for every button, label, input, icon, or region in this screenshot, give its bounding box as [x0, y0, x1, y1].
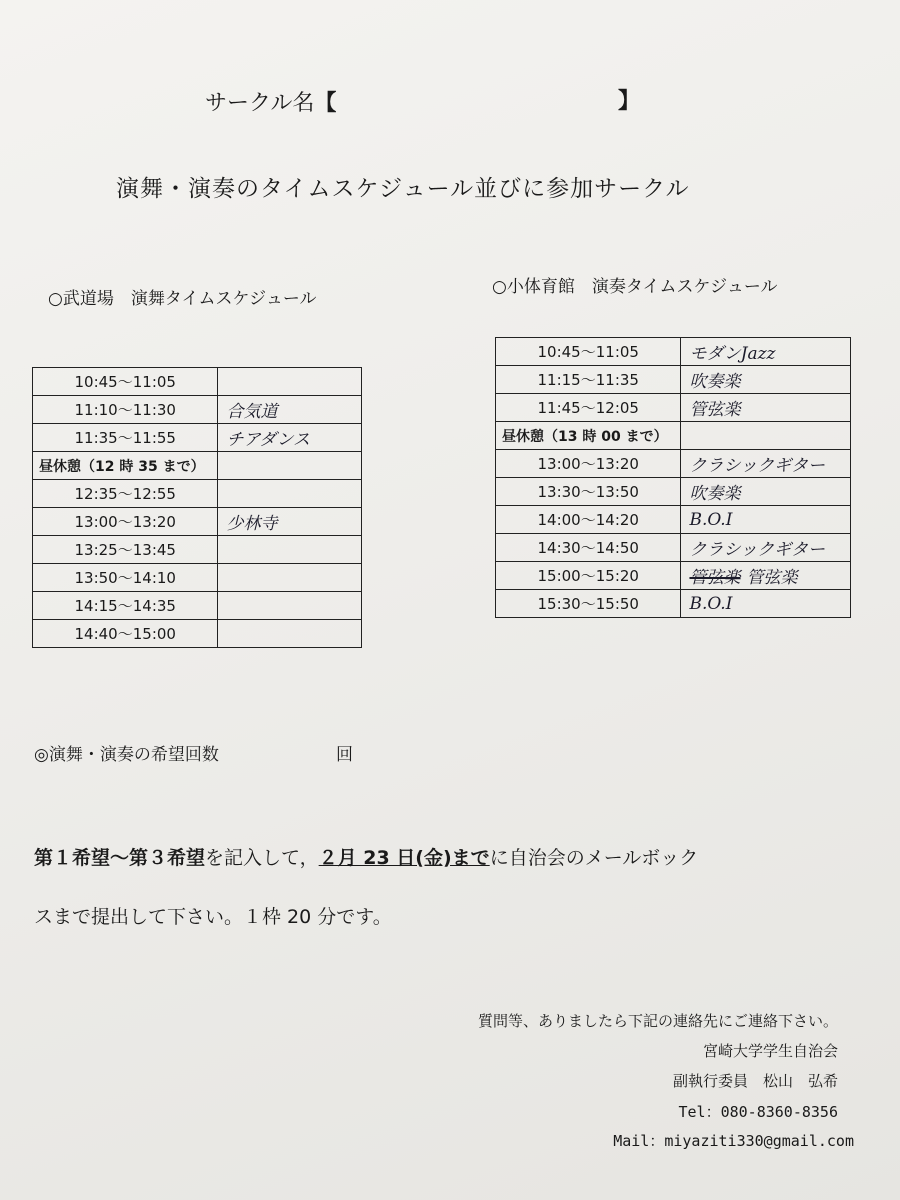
- open-bracket: 【: [314, 91, 337, 116]
- circle-entry-cell: [218, 620, 362, 648]
- left-schedule-row: [33, 592, 362, 620]
- entry-text: クラシックギター: [689, 540, 825, 560]
- entry-text: 管弦楽: [746, 568, 798, 588]
- contact-intro: 質問等、ありましたら下記の連絡先にご連絡下さい。: [477, 1012, 838, 1030]
- time-slot-cell: 11:35〜11:55: [33, 424, 218, 452]
- time-slot-cell: 11:10〜11:30: [33, 396, 218, 424]
- contact-tel: Tel：080-8360-8356: [678, 1103, 838, 1121]
- left-section-heading: ○武道場 演舞タイムスケジュール: [48, 289, 317, 309]
- right-section-heading: ○小体育館 演奏タイムスケジュール: [492, 277, 778, 297]
- circle-entry-cell: [681, 450, 851, 478]
- entry-text: クラシックギター: [689, 456, 825, 476]
- right-schedule-row: [496, 478, 851, 506]
- entry-text: 合気道: [226, 402, 278, 422]
- circle-entry-cell: [218, 592, 362, 620]
- entry-text: B.O.I: [689, 593, 733, 614]
- left-schedule-row: [33, 368, 362, 396]
- time-slot-cell: 14:00〜14:20: [496, 506, 681, 534]
- left-schedule-row: [33, 396, 362, 424]
- time-slot-cell: 昼休憩（13 時 00 まで）: [496, 422, 681, 450]
- notice-preference-range: 第１希望〜第３希望: [34, 847, 206, 869]
- time-slot-cell: 15:00〜15:20: [496, 562, 681, 590]
- wish-count-unit: 回: [336, 745, 353, 765]
- time-slot-cell: 10:45〜11:05: [496, 338, 681, 366]
- time-slot-cell: 13:00〜13:20: [496, 450, 681, 478]
- entry-text: B.O.I: [689, 509, 733, 530]
- contact-mail: Mail：miyaziti330@gmail.com: [613, 1132, 854, 1150]
- circle-entry-cell: [681, 590, 851, 618]
- notice-line-1: [34, 843, 698, 870]
- left-schedule-row: [33, 508, 362, 536]
- right-schedule-table: [495, 337, 851, 618]
- circle-entry-cell: [681, 562, 851, 590]
- circle-entry-cell: [681, 534, 851, 562]
- right-schedule-row: [496, 394, 851, 422]
- contact-person: 副執行委員 松山 弘希: [672, 1072, 838, 1090]
- circle-entry-cell: [218, 396, 362, 424]
- right-schedule-row: [496, 338, 851, 366]
- time-slot-cell: 13:25〜13:45: [33, 536, 218, 564]
- right-schedule-row: [496, 450, 851, 478]
- time-slot-cell: 11:45〜12:05: [496, 394, 681, 422]
- entry-text: 吹奏楽: [689, 372, 741, 392]
- notice-text-a: を記入して，: [205, 847, 319, 869]
- time-slot-cell: 13:30〜13:50: [496, 478, 681, 506]
- circle-entry-cell: [681, 338, 851, 366]
- notice-text-b: に自治会のメールボック: [489, 847, 699, 869]
- circle-entry-cell: [218, 424, 362, 452]
- circle-entry-cell: [218, 564, 362, 592]
- time-slot-cell: 10:45〜11:05: [33, 368, 218, 396]
- time-slot-cell: 13:00〜13:20: [33, 508, 218, 536]
- circle-entry-cell: [681, 422, 851, 450]
- circle-entry-cell: [218, 480, 362, 508]
- time-slot-cell: 13:50〜14:10: [33, 564, 218, 592]
- entry-text: チアダンス: [226, 430, 310, 450]
- left-schedule-row: [33, 452, 362, 480]
- entry-text: 吹奏楽: [689, 484, 741, 504]
- notice-line-2: スまで提出して下さい。１枠 20 分です。: [34, 906, 392, 928]
- entry-text: モダンJazz: [689, 344, 776, 364]
- contact-organization: 宮崎大学学生自治会: [702, 1042, 838, 1060]
- right-schedule-row: [496, 422, 851, 450]
- close-bracket: 】: [618, 89, 641, 114]
- time-slot-cell: 昼休憩（12 時 35 まで）: [33, 452, 218, 480]
- circle-entry-cell: [681, 506, 851, 534]
- time-slot-cell: 11:15〜11:35: [496, 366, 681, 394]
- time-slot-cell: 14:15〜14:35: [33, 592, 218, 620]
- right-schedule-row: [496, 366, 851, 394]
- time-slot-cell: 14:30〜14:50: [496, 534, 681, 562]
- circle-entry-cell: [681, 478, 851, 506]
- circle-entry-cell: [681, 394, 851, 422]
- entry-text: 少林寺: [226, 514, 278, 534]
- struck-entry: 管弦楽: [689, 568, 741, 588]
- time-slot-cell: 14:40〜15:00: [33, 620, 218, 648]
- circle-entry-cell: [681, 366, 851, 394]
- left-schedule-row: [33, 620, 362, 648]
- right-schedule-row: [496, 562, 851, 590]
- left-schedule-table: [32, 367, 362, 648]
- document-title: 演舞・演奏のタイムスケジュール並びに参加サークル: [116, 176, 690, 202]
- time-slot-cell: 15:30〜15:50: [496, 590, 681, 618]
- circle-entry-cell: [218, 452, 362, 480]
- circle-entry-cell: [218, 536, 362, 564]
- left-schedule-row: [33, 480, 362, 508]
- circle-entry-cell: [218, 368, 362, 396]
- left-schedule-row: [33, 564, 362, 592]
- left-schedule-row: [33, 424, 362, 452]
- left-schedule-row: [33, 536, 362, 564]
- right-schedule-row: [496, 534, 851, 562]
- wish-count-label: ◎演舞・演奏の希望回数: [34, 745, 219, 765]
- entry-text: 管弦楽: [689, 400, 741, 420]
- right-schedule-row: [496, 506, 851, 534]
- notice-deadline: ２月 23 日(金)まで: [318, 847, 490, 869]
- right-schedule-row: [496, 590, 851, 618]
- time-slot-cell: 12:35〜12:55: [33, 480, 218, 508]
- circle-name-label: サークル名: [205, 91, 315, 116]
- circle-name-label-row: [205, 86, 336, 117]
- circle-entry-cell: [218, 508, 362, 536]
